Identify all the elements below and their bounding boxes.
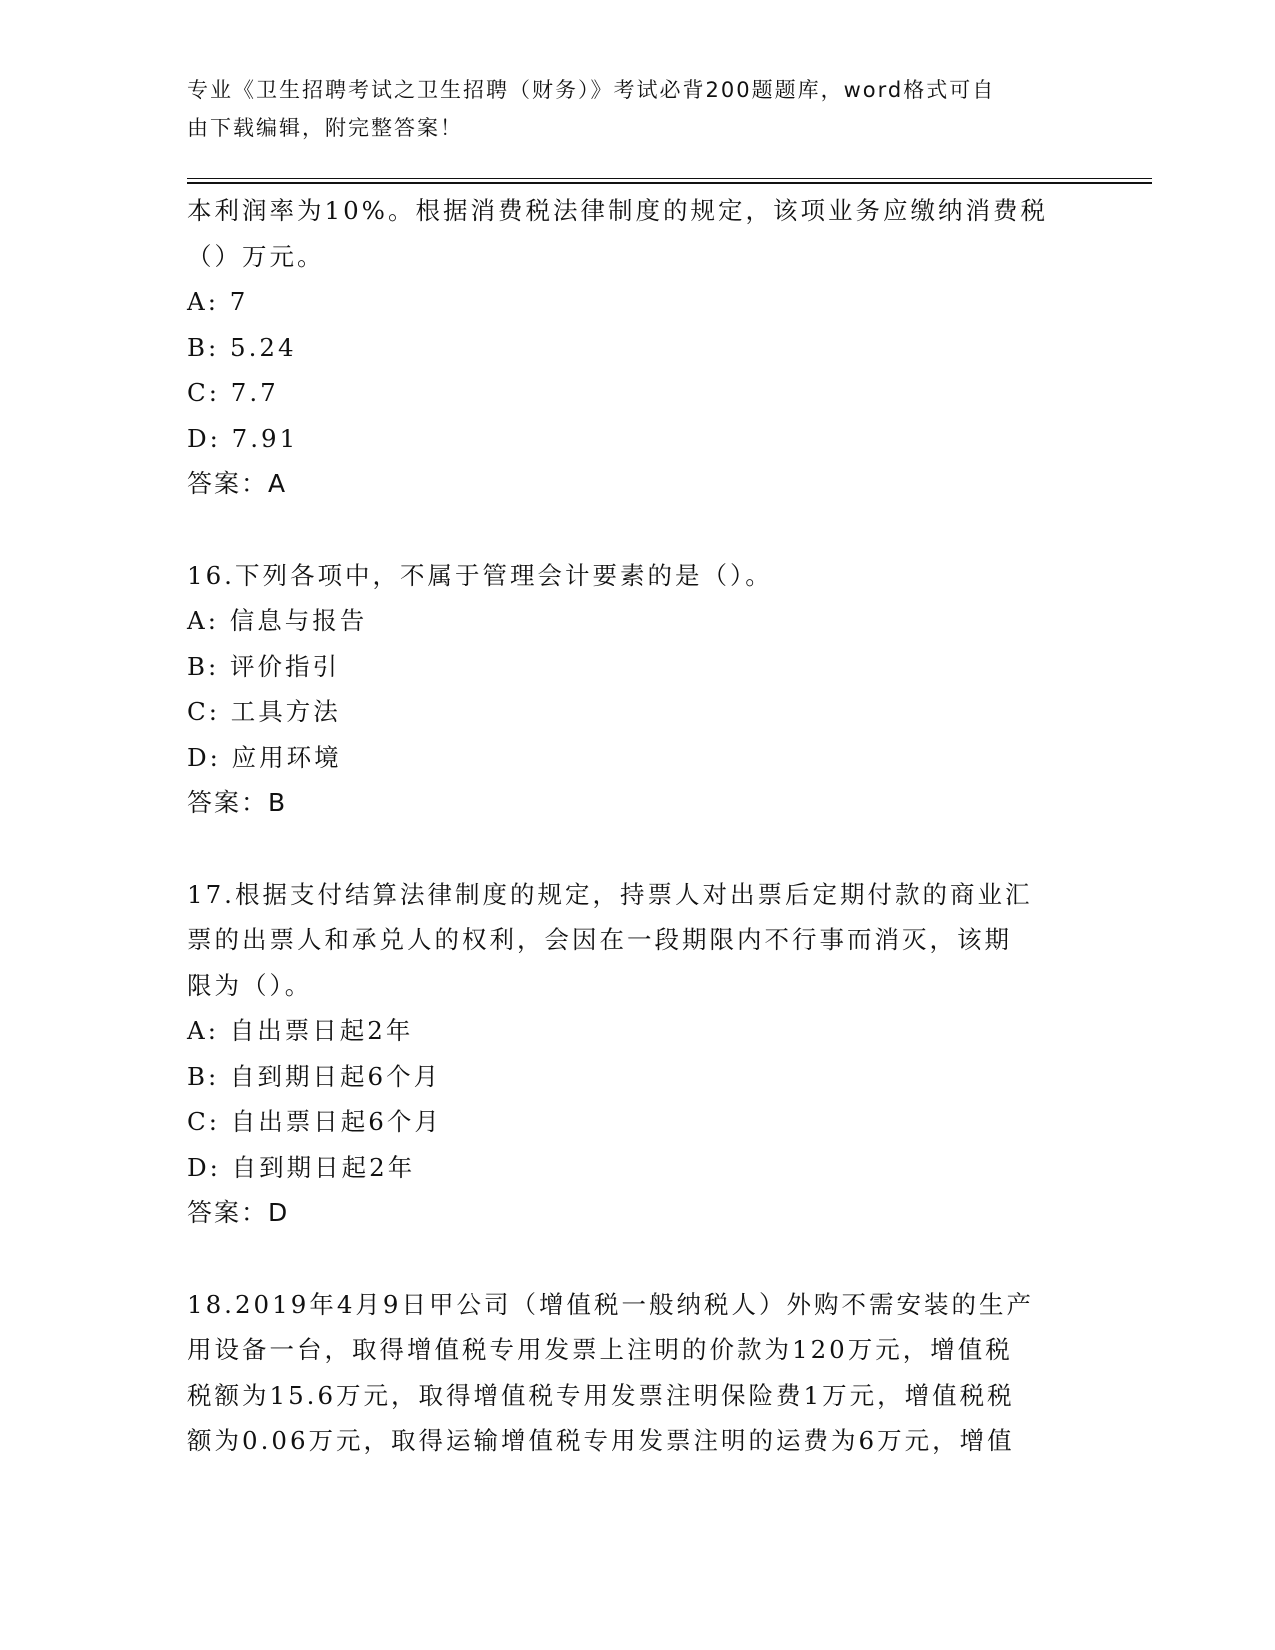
answer: 答案：D — [187, 1198, 290, 1227]
option-a: A: 自出票日起2年 — [187, 1016, 414, 1045]
question-text-line: 用设备一台，取得增值税专用发票上注明的价款为120万元，增值税 — [187, 1335, 1013, 1364]
option-b: B: 5.24 — [187, 332, 297, 362]
option-b: B: 自到期日起6个月 — [187, 1061, 442, 1091]
question-18 — [187, 1282, 1087, 1464]
header-divider-thin — [187, 178, 1152, 179]
answer: 答案：B — [187, 788, 288, 817]
document-header — [187, 71, 1067, 147]
question-text-line: 16.下列各项中，不属于管理会计要素的是（）。 — [187, 560, 773, 590]
spacer — [187, 826, 1087, 872]
question-text-line: 18.2019年4月9日甲公司（增值税一般纳税人）外购不需安装的生产 — [187, 1289, 1034, 1319]
option-c: C: 7.7 — [187, 378, 279, 407]
question-17 — [187, 872, 1087, 1236]
header-divider-thick — [187, 182, 1152, 184]
answer: 答案：A — [187, 469, 288, 498]
question-text-line: 本利润率为10%。根据消费税法律制度的规定，该项业务应缴纳消费税 — [187, 196, 1048, 225]
header-title-line-2: 由下载编辑，附完整答案！ — [187, 116, 463, 140]
spacer — [187, 507, 1087, 553]
question-text-line: 17.根据支付结算法律制度的规定，持票人对出票后定期付款的商业汇 — [187, 879, 1033, 909]
question-text-line: 税额为15.6万元，取得增值税专用发票注明保险费1万元，增值税税 — [187, 1380, 1015, 1410]
question-text-line: （）万元。 — [187, 241, 325, 271]
option-d: D: 7.91 — [187, 423, 299, 453]
option-c: C: 工具方法 — [187, 697, 341, 726]
header-title-line-1: 专业《卫生招聘考试之卫生招聘（财务）》考试必背200题题库，word格式可自 — [187, 78, 996, 102]
option-d: D: 自到期日起2年 — [187, 1152, 416, 1182]
question-content — [187, 188, 1087, 1464]
question-text-line: 票的出票人和承兑人的权利，会因在一段期限内不行事而消灭，该期 — [187, 925, 1012, 954]
option-c: C: 自出票日起6个月 — [187, 1107, 442, 1136]
question-text-line: 限为（）。 — [187, 970, 313, 1000]
spacer — [187, 1236, 1087, 1282]
option-a: A: 信息与报告 — [187, 606, 368, 635]
question-16 — [187, 553, 1087, 826]
option-a: A: 7 — [187, 287, 249, 316]
option-b: B: 评价指引 — [187, 651, 341, 681]
question-text-line: 额为0.06万元，取得运输增值税专用发票注明的运费为6万元，增值 — [187, 1426, 1015, 1455]
question-15 — [187, 188, 1087, 507]
option-d: D: 应用环境 — [187, 742, 342, 772]
